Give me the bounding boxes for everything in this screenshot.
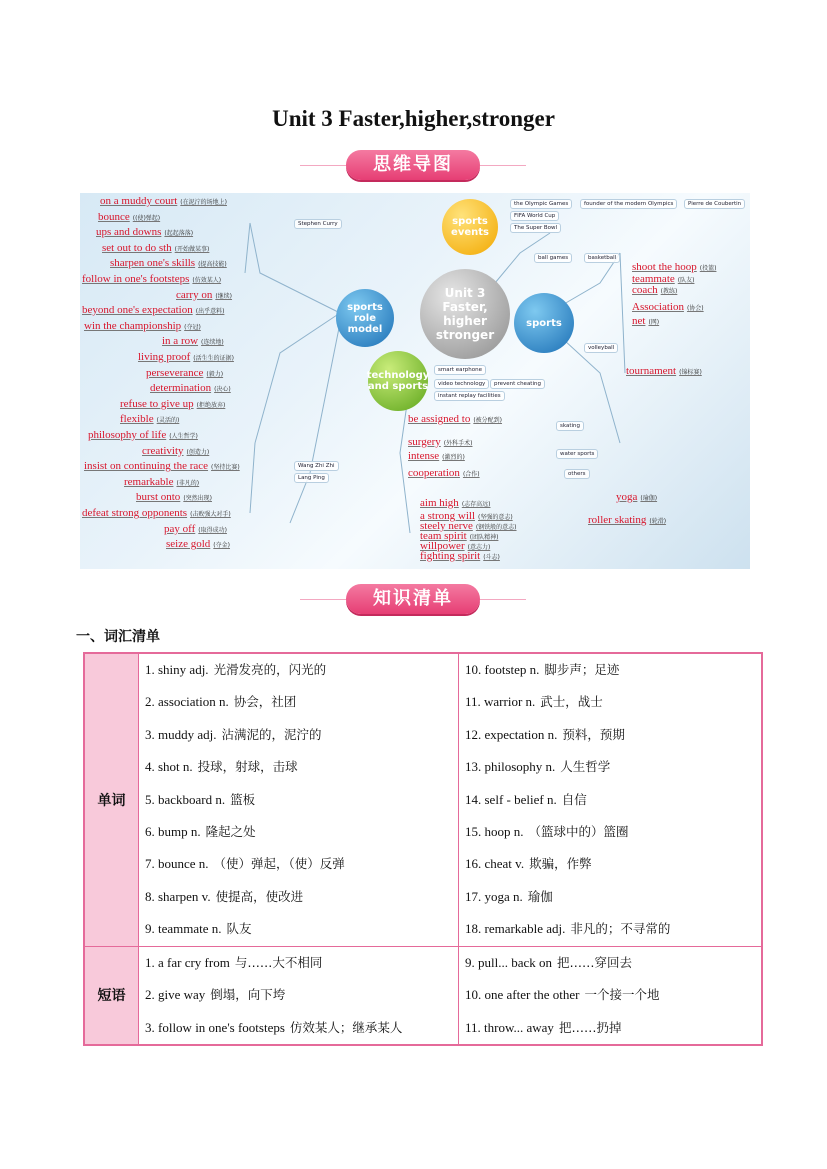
mind-map-label-chinese: (网) xyxy=(648,319,660,326)
mind-map-chip: Pierre de Coubertin xyxy=(684,199,745,209)
phrases-row xyxy=(84,946,762,1045)
vocab-chinese: 武士，战士 xyxy=(540,694,603,710)
mind-map-label-english: determination xyxy=(150,382,212,395)
mind-map-label xyxy=(82,507,231,519)
vocab-chinese: 非凡的；不寻常的 xyxy=(570,921,671,937)
sports-role-model-bubble: sports role model xyxy=(336,289,394,347)
mind-map-label-chinese: (意志力) xyxy=(467,544,491,551)
vocab-english: 10. footstep n. xyxy=(465,662,540,677)
mind-map-chip: volleyball xyxy=(584,343,618,353)
mind-map-label-english: flexible xyxy=(120,413,154,426)
vocab-english: 10. one after the other xyxy=(465,987,580,1003)
mind-map-label xyxy=(100,195,227,207)
vocab-item xyxy=(465,979,755,1012)
mind-map-label-english: in a row xyxy=(162,335,199,348)
vocab-chinese: 倒塌，向下垮 xyxy=(210,987,286,1003)
mind-map-label-chinese: (投篮) xyxy=(699,265,717,272)
vocab-english: 3. follow in one's footsteps xyxy=(145,1019,285,1035)
mind-map-label-chinese: (夺金) xyxy=(213,542,230,550)
mind-map-label-english: carry on xyxy=(176,288,213,301)
mind-map-label-english: team spirit xyxy=(420,530,467,542)
mind-map-label-chinese: (钢铁般的意志) xyxy=(475,524,517,531)
mind-map-label-chinese: (团队精神) xyxy=(469,534,499,541)
mind-map-label xyxy=(632,284,677,296)
mind-map-label-chinese: (坚强的意志) xyxy=(478,514,513,521)
vocab-chinese: 隆起之处 xyxy=(205,823,256,839)
mind-map-label-chinese: (仿效某人) xyxy=(192,277,222,284)
mind-map-label-english: philosophy of life xyxy=(88,429,167,441)
mind-map-label-chinese: (协会) xyxy=(686,305,704,312)
mind-map-label-chinese: (轮滑) xyxy=(649,518,667,525)
mind-map-label xyxy=(142,445,209,457)
mind-map-label-chinese: (毅力) xyxy=(206,370,224,378)
mind-map-label-chinese: (起起落落) xyxy=(164,230,194,238)
mind-map-label-chinese: (教练) xyxy=(660,288,678,295)
mind-map-label xyxy=(176,289,232,301)
words-right-column xyxy=(459,653,763,946)
mind-map-label xyxy=(408,436,472,448)
vocab-item xyxy=(465,654,755,686)
vocab-chinese: 自信 xyxy=(561,791,587,807)
mind-map-label-chinese: (队友) xyxy=(677,277,695,284)
mind-map-label-english: willpower xyxy=(420,540,465,552)
mind-map-label-english: shoot the hoop xyxy=(632,261,697,273)
mind-map-label-english: insist on continuing the race xyxy=(84,460,209,473)
vocab-item xyxy=(465,848,755,880)
mind-map-chip: Stephen Curry xyxy=(294,219,342,229)
sports-bubble: sports xyxy=(514,293,574,353)
section-heading: 一、词汇清单 xyxy=(76,629,160,645)
mind-map-label-english: refuse to give up xyxy=(120,397,194,410)
mind-map-label-english: coach xyxy=(632,284,658,296)
vocab-item xyxy=(145,686,452,718)
vocab-chinese: 人生哲学 xyxy=(560,759,611,775)
vocab-item xyxy=(145,913,452,945)
mind-map-label xyxy=(408,467,480,479)
vocab-item xyxy=(465,784,755,816)
vocab-item xyxy=(465,751,755,783)
mind-map-label-english: defeat strong opponents xyxy=(82,507,188,519)
mind-map-label-english: perseverance xyxy=(146,366,204,379)
mind-map-label-chinese: (合作) xyxy=(462,471,480,478)
vocab-item xyxy=(145,979,452,1012)
words-left-column xyxy=(139,653,459,946)
vocab-chinese: 协会，社团 xyxy=(233,694,297,710)
mind-map-label-english: surgery xyxy=(408,436,441,448)
vocab-english: 17. yoga n. xyxy=(465,888,523,904)
phrases-right-column xyxy=(459,946,763,1045)
sports-events-bubble: sports events xyxy=(442,199,498,255)
mind-map-label xyxy=(616,491,657,503)
vocab-item xyxy=(145,1012,452,1045)
vocab-chinese: 预料，预期 xyxy=(562,726,625,742)
mind-map-label-english: follow in one's footsteps xyxy=(82,273,190,285)
mind-map-label-chinese: (志存高远) xyxy=(461,501,491,508)
mind-map-label-chinese: (被分配到) xyxy=(473,417,503,424)
mind-map-chip: video technology xyxy=(434,379,489,389)
mind-map-label-english: win the championship xyxy=(84,319,182,332)
vocab-item xyxy=(465,816,755,848)
phrases-category: 短语 xyxy=(84,946,139,1045)
vocab-english: 12. expectation n. xyxy=(465,726,558,742)
mind-map-label xyxy=(124,476,199,488)
vocab-item xyxy=(465,913,755,945)
mind-map-label xyxy=(626,365,702,377)
vocab-english: 5. backboard n. xyxy=(145,791,226,807)
vocab-english: 14. self - belief n. xyxy=(465,791,557,807)
vocab-chinese: （篮球中的）篮圈 xyxy=(528,823,629,839)
mind-map-chip: water sports xyxy=(556,449,598,459)
mind-map-label-chinese: (夺冠) xyxy=(184,323,201,331)
mind-map-label-chinese: (拒绝放弃) xyxy=(196,401,226,409)
mind-map-label-chinese: (继续) xyxy=(215,292,233,300)
mind-map-chip: founder of the modern Olympics xyxy=(580,199,677,209)
vocab-chinese: 仿效某人；继承某人 xyxy=(289,1019,403,1035)
mind-map-label-english: set out to do sth xyxy=(102,241,172,254)
vocab-chinese: 一个接一个地 xyxy=(584,987,660,1003)
vocab-item xyxy=(465,947,755,980)
mind-map-label xyxy=(420,497,491,509)
vocab-item xyxy=(145,947,452,980)
mind-map-chip: ball games xyxy=(534,253,572,263)
mind-map-chip: Lang Ping xyxy=(294,473,329,483)
vocab-english: 4. shot n. xyxy=(145,759,193,775)
mind-map-label-chinese: (瑜伽) xyxy=(640,495,658,502)
mind-map-label-chinese: (取得成功) xyxy=(198,526,227,534)
phrases-left-column xyxy=(139,946,459,1045)
mind-map-label-chinese: (活生生的证据) xyxy=(193,355,234,362)
mind-map-label-chinese: (外科手术) xyxy=(443,440,473,447)
vocabulary-table xyxy=(83,652,763,1046)
mind-map-label xyxy=(164,523,227,535)
vocab-english: 13. philosophy n. xyxy=(465,759,556,775)
mind-map-chip: The Super Bowl xyxy=(510,223,561,233)
vocab-item xyxy=(145,881,452,913)
mind-map-label-english: pay off xyxy=(164,522,196,535)
mind-map-label-english: sharpen one's skills xyxy=(110,257,196,270)
mind-map-label-chinese: (出乎意料) xyxy=(195,308,225,316)
mind-map-label-english: roller skating xyxy=(588,514,647,526)
vocab-english: 7. bounce n. xyxy=(145,856,209,872)
mind-map-label-english: steely nerve xyxy=(420,520,473,532)
vocab-english: 9. pull... back on xyxy=(465,954,553,970)
mind-map-label-chinese: (提高技能) xyxy=(198,261,227,269)
mind-map-label-chinese: (突然出现) xyxy=(183,495,212,503)
vocab-item xyxy=(465,686,755,718)
vocab-english: 16. cheat v. xyxy=(465,856,525,872)
vocab-english: 9. teammate n. xyxy=(145,921,222,937)
vocab-chinese: 与……大不相同 xyxy=(234,954,323,970)
mind-map-label-chinese: (人生哲学) xyxy=(169,433,198,440)
vocab-item xyxy=(145,816,452,848)
vocab-chinese: 把……扔掉 xyxy=(558,1019,622,1035)
mind-map-label xyxy=(84,320,201,332)
mind-map-label xyxy=(162,335,224,347)
vocab-chinese: 篮板 xyxy=(230,791,256,807)
vocab-chinese: 使提高，使改进 xyxy=(215,888,304,904)
mind-map-label-english: be assigned to xyxy=(408,413,471,425)
knowledge-banner xyxy=(300,582,526,618)
words-row xyxy=(84,653,762,946)
mind-map-label-english: cooperation xyxy=(408,467,460,479)
mind-map-label-english: ups and downs xyxy=(96,226,162,239)
mind-map-label xyxy=(84,460,240,472)
mind-map-chip: others xyxy=(564,469,590,479)
mind-map-label xyxy=(120,398,225,410)
mind-map-label xyxy=(88,429,198,441)
mind-map-label xyxy=(138,351,234,363)
banner-label: 知识清单 xyxy=(346,584,480,614)
vocab-english: 1. shiny adj. xyxy=(145,662,209,677)
mindmap-banner xyxy=(300,148,526,184)
vocab-item xyxy=(465,881,755,913)
vocab-chinese: 瑜伽 xyxy=(527,888,553,904)
mind-map-label xyxy=(120,413,179,425)
vocab-item xyxy=(145,719,452,751)
mind-map-label-english: bounce xyxy=(98,210,130,223)
mind-map-label-chinese: (开始做某事) xyxy=(174,245,210,253)
mind-map-label xyxy=(150,382,231,394)
mind-map-chip: the Olympic Games xyxy=(510,199,572,209)
mind-map-label xyxy=(420,550,500,562)
mind-map-label xyxy=(166,538,230,550)
mind-map-label-english: tournament xyxy=(626,365,677,377)
mind-map-chip: skating xyxy=(556,421,584,431)
mind-map-label-chinese: (创造力) xyxy=(186,448,210,456)
mind-map-label-chinese: (决心) xyxy=(214,386,231,394)
mind-map-label-english: burst onto xyxy=(136,491,181,504)
mind-map-label-english: fighting spirit xyxy=(420,550,481,562)
mind-map-label-chinese: ((使)弹起) xyxy=(132,214,161,222)
vocab-item xyxy=(145,784,452,816)
mind-map-label-english: a strong will xyxy=(420,510,475,522)
mind-map-label-english: seize gold xyxy=(166,538,211,551)
vocab-chinese: 光滑发亮的，闪光的 xyxy=(213,662,327,677)
vocab-chinese: 欺骗，作弊 xyxy=(529,856,592,872)
vocab-english: 2. association n. xyxy=(145,694,229,710)
vocab-english: 18. remarkable adj. xyxy=(465,921,566,937)
mind-map-label-english: intense xyxy=(408,450,440,462)
mind-map-label xyxy=(102,242,209,254)
mind-map-chip: instant replay facilities xyxy=(434,391,505,401)
vocab-english: 11. throw... away xyxy=(465,1019,554,1035)
vocab-item xyxy=(465,1012,755,1045)
page-title: Unit 3 Faster,higher,stronger xyxy=(272,106,555,131)
mind-map-label-chinese: (激烈的) xyxy=(442,454,465,461)
vocab-english: 15. hoop n. xyxy=(465,823,524,839)
vocab-item xyxy=(465,719,755,751)
mind-map-label-chinese: (锦标赛) xyxy=(679,369,702,376)
mind-map-label xyxy=(136,491,212,503)
technology-bubble: technology and sports xyxy=(368,351,428,411)
mind-map-label-english: living proof xyxy=(138,351,191,363)
banner-label: 思维导图 xyxy=(346,150,480,180)
vocab-english: 11. warrior n. xyxy=(465,694,536,710)
mind-map-label-english: Association xyxy=(632,301,684,313)
vocab-chinese: 队友 xyxy=(226,921,252,937)
mind-map-label-chinese: (在泥泞的场地上) xyxy=(180,199,227,206)
mind-map-chip: Wang Zhi Zhi xyxy=(294,461,339,471)
mind-map-label xyxy=(588,514,666,526)
vocab-chinese: 投球，射球，击球 xyxy=(197,759,298,775)
mind-map-chip: basketball xyxy=(584,253,620,263)
mind-map-label xyxy=(632,315,659,327)
mind-map-label-chinese: (坚持比赛) xyxy=(211,464,240,472)
mind-map-label xyxy=(82,304,224,316)
vocab-chinese: （使）弹起，（使）反弹 xyxy=(213,856,345,872)
mind-map-label xyxy=(146,367,223,379)
mind-map-chip: FIFA World Cup xyxy=(510,211,559,221)
mind-map-label-english: aim high xyxy=(420,497,459,509)
mind-map-label xyxy=(110,257,227,269)
mind-map-image xyxy=(80,193,750,569)
vocab-english: 1. a far cry from xyxy=(145,954,230,970)
mind-map-label-english: net xyxy=(632,315,646,327)
mind-map-label-english: remarkable xyxy=(124,475,174,488)
vocab-english: 2. give way xyxy=(145,987,206,1003)
mind-map-label xyxy=(408,450,465,462)
vocab-english: 8. sharpen v. xyxy=(145,888,211,904)
vocab-item xyxy=(145,654,452,686)
mind-map-label-chinese: (灵活的) xyxy=(156,417,180,425)
vocab-chinese: 脚步声；足迹 xyxy=(544,662,620,677)
mind-map-label xyxy=(408,413,502,425)
mind-map-label-chinese: (连续地) xyxy=(201,339,224,347)
mind-map-label-english: yoga xyxy=(616,491,638,503)
mind-map-label-chinese: (非凡的) xyxy=(176,479,200,487)
mind-map-chip: prevent cheating xyxy=(490,379,545,389)
mind-map-label xyxy=(632,261,716,273)
vocab-chinese: 沾满泥的，泥泞的 xyxy=(221,726,322,742)
vocab-chinese: 把……穿回去 xyxy=(557,954,633,970)
center-bubble: Unit 3 Faster, higher stronger xyxy=(420,269,510,359)
mind-map-label-english: on a muddy court xyxy=(100,195,178,207)
vocab-item xyxy=(145,751,452,783)
mind-map-label xyxy=(632,301,704,313)
mind-map-label-chinese: (击败强大对手) xyxy=(190,511,231,518)
words-category: 单词 xyxy=(84,653,139,946)
mind-map-label xyxy=(82,273,221,285)
mind-map-label-english: beyond one's expectation xyxy=(82,304,193,317)
mind-map-label-chinese: (斗志) xyxy=(483,554,500,561)
mind-map-label xyxy=(96,226,193,238)
mind-map-label xyxy=(98,211,160,223)
vocab-item xyxy=(145,848,452,880)
mind-map-label-english: teammate xyxy=(632,273,675,285)
mind-map-label-english: creativity xyxy=(142,444,184,457)
vocab-english: 3. muddy adj. xyxy=(145,726,217,742)
mind-map-chip: smart earphone xyxy=(434,365,486,375)
vocab-english: 6. bump n. xyxy=(145,823,201,839)
